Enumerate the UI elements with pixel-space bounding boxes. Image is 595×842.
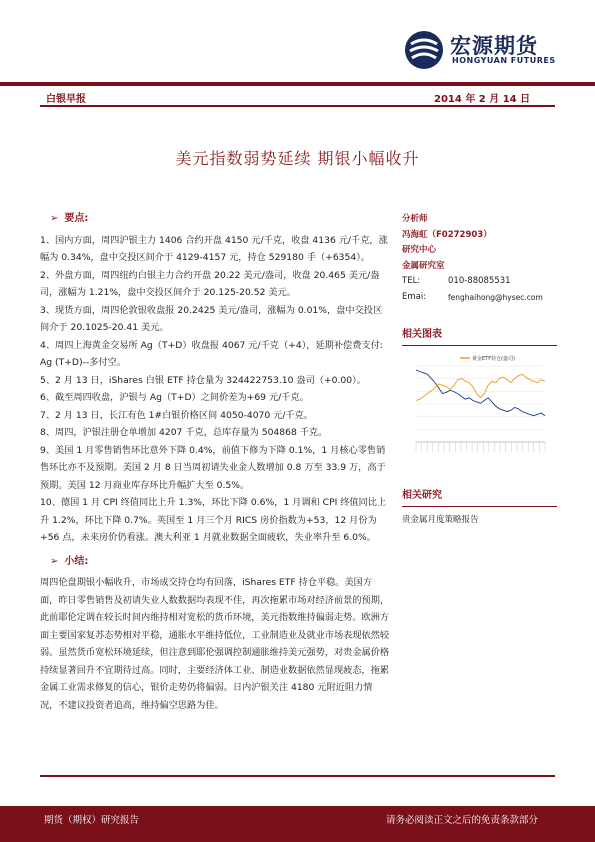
analyst-label: 分析师	[402, 214, 428, 224]
key-point-item: 6、截至周四收盘，沪银与 Ag（T+D）之间价差为+69 元/千克。	[40, 392, 309, 403]
key-point-item: 1、国内方面，周四沪银主力 1406 合约开盘 4150 元/千克，收盘 4136 元/千克，涨幅为 0.34%，盘中交投区间介于 4129-4157 元，持仓 529180 手（+6354）。	[40, 234, 388, 263]
key-point-item: 4、周四上海黄金交易所 Ag（T+D）收盘报 4067 元/千克（+4），延期补偿费支付: Ag (T+D)--多付空。	[40, 339, 383, 368]
footer-rule	[40, 775, 555, 777]
arrow-icon: ➢	[50, 213, 59, 224]
research-heading: 相关研究	[402, 488, 557, 507]
tel-label: TEL:	[402, 276, 421, 286]
email-label: Emai:	[402, 291, 427, 302]
main-content	[40, 210, 390, 714]
sidebar	[402, 212, 557, 346]
key-point-item: 10、德国 1 月 CPI 终值同比上升 1.3%，环比下降 0.6%，1 月调和 CPI 终值同比上升 1.2%，环比下降 0.7%。英国至 1 月三个月 RICS 房价指数为+53，12 月份为+56 点，未来房价仍看涨。澳大利亚 1 月就业数据全面疲软，失业率升至 6.0%。	[40, 497, 387, 543]
report-date: 2014 年 2 月 14 日	[434, 94, 531, 105]
company-name-en: HONGYUAN FUTURES	[452, 56, 556, 65]
related-chart	[402, 350, 557, 465]
related-research	[402, 488, 557, 528]
analyst-name: 冯海虹（F0272903）	[402, 229, 492, 240]
key-point-item: 7、2 月 13 日，长江有色 1#白银价格区间 4050-4070 元/千克。	[40, 409, 313, 421]
report-title: 美元指数弱势延续 期银小幅收升	[175, 149, 420, 168]
company-logo-icon	[404, 30, 444, 70]
footer-left-text: 期货（期权）研究报告	[44, 815, 140, 826]
key-points-heading: ➢ 要点:	[40, 210, 390, 228]
header-rule	[0, 82, 595, 86]
chart-heading: 相关图表	[402, 327, 557, 346]
email-value[interactable]: fenghaihong@hysec.com	[448, 292, 543, 302]
company-name-cn: 宏源期货	[450, 34, 538, 58]
tel-row	[402, 274, 557, 290]
email-row	[402, 290, 557, 306]
key-point-item: 3、现货方面，周四伦敦银收盘报 20.2425 美元/盎司，涨幅为 0.01%，盘中交投区间介于 20.1025-20.41 美元。	[40, 304, 383, 333]
report-type: 白银早报	[46, 94, 86, 105]
research-item[interactable]: 贵金属月度策略报告	[402, 514, 479, 525]
legend-label-etf: 黄金ETF持仓(盎司)	[472, 356, 515, 362]
key-point-item: 9、美国 1 月零售销售环比意外下降 0.4%，前值下修为下降 0.1%，1 月核心零售销售环比亦不及预期。美国 2 月 8 日当周初请失业金人数增加 0.8 万至 33.9 万，高于预期。美国 12 月商业库存环比升幅扩大至 0.5%。	[40, 444, 386, 491]
sub-department: 金属研究室	[402, 260, 445, 271]
summary-heading: ➢ 小结:	[40, 553, 390, 571]
department: 研究中心	[402, 245, 437, 255]
tel-value: 010-88085531	[448, 276, 511, 286]
key-points-list	[40, 232, 390, 547]
key-point-item: 8、周四，沪银注册仓单增加 4207 千克，总库存量为 504868 千克。	[40, 427, 328, 438]
arrow-icon: ➢	[50, 555, 59, 567]
key-point-item: 5、2 月 13 日，iShares 白银 ETF 持仓量为 324422753.10 盎司（+0.00）。	[40, 374, 366, 386]
footer-disclaimer: 请务必阅读正文之后的免责条款部分	[386, 815, 539, 826]
key-point-item: 2、外盘方面，周四纽约白银主力合约开盘 20.22 美元/盎司，收盘 20.465 美元/盎司，涨幅为 1.21%，盘中交投区间介于 20.125-20.52 美元。	[40, 269, 380, 298]
summary-text: 周四伦盘期银小幅收升，市场成交持仓均有回落，iShares ETF 持仓平稳。美国方面，昨日零售销售及初请失业人数数据均表现不佳，再次拖累市场对经济前景的预期，此前耶伦定调在较长时间内维持相对宽松的货币环境，美元指数维持偏弱走势。欧洲方面主要国家复苏态势相对平稳，通胀水平维持低位，工业制造业及就业市场表现依然较弱。虽然货币宽松环境延续，但注意到耶伦强调控制通胀维持美元强势，对贵金属价格持续显著回升不宜期待过高。同时，主要经济体工业、制造业数据依然显现疲态，拖累金属工业需求修复的信心，银价走势仍将偏弱。日内沪银关注 4180 元附近阻力情况，不建议投资者追高，维持偏空思路为佳。	[40, 577, 390, 711]
